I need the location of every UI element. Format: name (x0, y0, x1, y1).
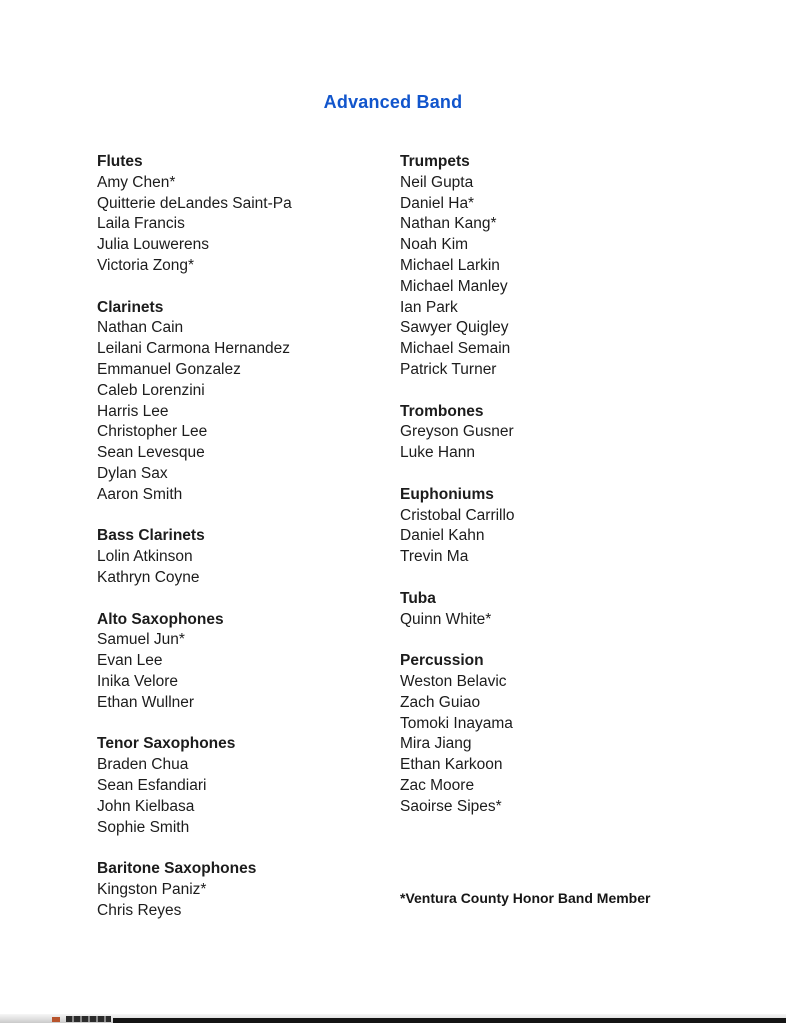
section-heading: Percussion (400, 652, 484, 670)
member-name: Inika Velore (97, 672, 178, 690)
member-name: Dylan Sax (97, 464, 168, 482)
cutoff-bottom-strip (0, 1014, 786, 1023)
member-name: Saoirse Sipes* (400, 797, 502, 815)
member-name: Harris Lee (97, 402, 169, 420)
member-name: Nathan Kang* (400, 215, 497, 233)
member-name: Sean Esfandiari (97, 776, 207, 794)
instrument-section (97, 152, 400, 277)
cutoff-orange-icon (52, 1017, 60, 1022)
member-name: Leilani Carmona Hernandez (97, 340, 291, 358)
member-name: Noah Kim (400, 236, 469, 254)
section-heading: Trombones (400, 402, 484, 420)
member-name: Neil Gupta (400, 173, 474, 191)
member-name: Luke Hann (400, 444, 475, 462)
member-name: Sawyer Quigley (400, 319, 509, 337)
instrument-section (97, 734, 400, 838)
section-heading: Flutes (97, 153, 143, 170)
member-name: Michael Larkin (400, 256, 500, 274)
member-name: Quitterie deLandes Saint-Pa (97, 194, 292, 212)
instrument-section (400, 402, 700, 464)
instrument-section (400, 152, 700, 381)
member-name: Ian Park (400, 298, 458, 316)
member-name: Julia Louwerens (97, 236, 210, 254)
member-name: Zac Moore (400, 776, 475, 794)
member-name: Michael Semain (400, 340, 511, 358)
member-name: Greyson Gusner (400, 423, 514, 441)
cutoff-text-fragment (66, 1016, 111, 1022)
honor-band-footnote: *Ventura County Honor Band Member (400, 890, 651, 906)
member-name: Amy Chen* (97, 173, 176, 191)
instrument-section (400, 589, 700, 631)
section-heading: Alto Saxophones (97, 610, 224, 628)
cutoff-dark-bar (113, 1018, 786, 1023)
member-name: Samuel Jun* (97, 631, 185, 649)
member-name: Caleb Lorenzini (97, 381, 205, 399)
member-name: Trevin Ma (400, 548, 469, 566)
section-heading: Bass Clarinets (97, 527, 205, 545)
member-name: John Kielbasa (97, 797, 195, 815)
member-name: Emmanuel Gonzalez (97, 360, 241, 378)
member-name: Sean Levesque (97, 444, 205, 462)
member-name: Lolin Atkinson (97, 548, 193, 566)
left-column (97, 152, 400, 921)
section-heading: Tuba (400, 589, 436, 607)
section-heading: Tenor Saxophones (97, 735, 236, 753)
member-name: Ethan Karkoon (400, 756, 503, 774)
member-name: Ethan Wullner (97, 693, 195, 711)
instrument-section (97, 526, 400, 588)
instrument-section (97, 610, 400, 714)
page-title: Advanced Band (323, 92, 463, 112)
member-name: Sophie Smith (97, 818, 190, 836)
member-name: Braden Chua (97, 756, 189, 774)
member-name: Kathryn Coyne (97, 568, 200, 586)
member-name: Daniel Ha* (400, 194, 475, 212)
member-name: Christopher Lee (97, 423, 208, 441)
member-name: Victoria Zong* (97, 256, 195, 274)
member-name: Aaron Smith (97, 485, 183, 503)
member-name: Tomoki Inayama (400, 714, 513, 732)
member-name: Daniel Kahn (400, 527, 485, 545)
roster-columns (97, 152, 700, 921)
member-name: Michael Manley (400, 277, 508, 295)
member-name: Mira Jiang (400, 735, 472, 753)
instrument-section (97, 298, 400, 506)
section-heading: Baritone Saxophones (97, 860, 257, 878)
member-name: Weston Belavic (400, 672, 507, 690)
section-heading: Euphoniums (400, 485, 494, 503)
member-name: Kingston Paniz* (97, 880, 207, 898)
member-name: Chris Reyes (97, 901, 182, 919)
member-name: Cristobal Carrillo (400, 506, 515, 524)
member-name: Zach Guiao (400, 693, 481, 711)
instrument-section (97, 859, 400, 921)
section-heading: Clarinets (97, 298, 164, 316)
right-column (400, 152, 700, 921)
member-name: Patrick Turner (400, 360, 497, 378)
member-name: Laila Francis (97, 215, 185, 233)
member-name: Quinn White* (400, 610, 492, 628)
instrument-section (400, 485, 700, 568)
instrument-section (400, 651, 700, 817)
member-name: Nathan Cain (97, 319, 184, 337)
section-heading: Trumpets (400, 153, 470, 170)
member-name: Evan Lee (97, 652, 163, 670)
